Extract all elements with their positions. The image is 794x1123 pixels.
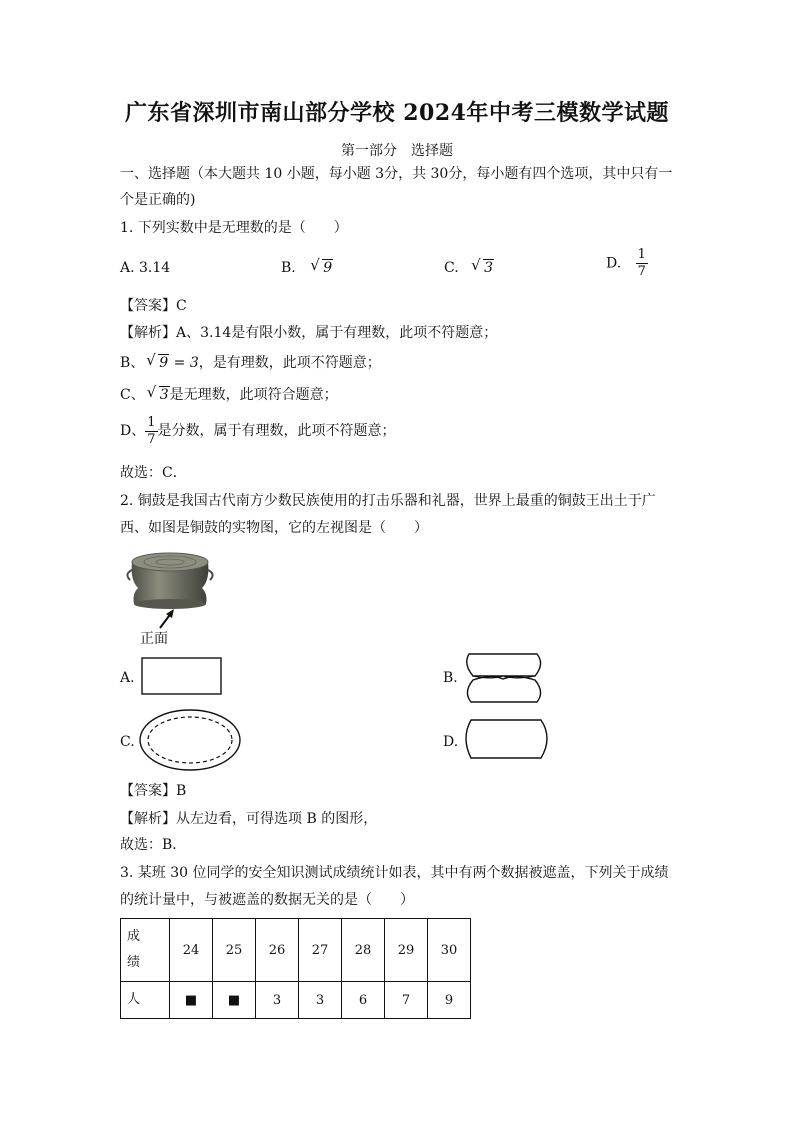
section-instructions-line1: 一、选择题（本大题共 10 小题，每小题 3分，共 30分，每小题有四个选项，其中只有一 [120, 166, 673, 182]
table-cell: 24 [170, 919, 213, 982]
fraction [636, 247, 648, 280]
q1-exp-c-radicand: 3 [159, 387, 169, 403]
q1-option-b [281, 258, 333, 278]
table-cell: ■ [170, 982, 213, 1019]
q1-stem: 1. 下列实数中是无理数的是（ ） [120, 220, 348, 236]
table-cell: ■ [213, 982, 256, 1019]
fraction [145, 415, 157, 448]
q2-conclusion: 故选：B． [120, 837, 187, 853]
q1-exp-d-suffix: 是分数，属于有理数，此项不符题意； [157, 423, 396, 439]
q1-option-c-radicand: 3 [484, 260, 494, 276]
q2-explanation: 【解析】从左边看，可得选项 B 的图形， [120, 811, 378, 827]
table-cell: 28 [342, 919, 385, 982]
q1-option-b-radicand: 9 [323, 260, 333, 276]
sqrt-symbol: √ 9 [310, 256, 333, 276]
part-heading: 第一部分 选择题 [341, 143, 453, 159]
q1-exp-b-equation: = 3 [169, 355, 199, 371]
table-cell: 30 [428, 919, 471, 982]
front-view-label: 正面 [140, 631, 168, 647]
q3-stem-line1: 3. 某班 30 位同学的安全知识测试成绩统计如表，其中有两个数据被遮盖，下列关于成绩 [120, 865, 669, 881]
table-cell: 6 [342, 982, 385, 1019]
table-header-cell: 人 [121, 982, 170, 1019]
q1-option-d-denominator: 7 [637, 264, 646, 279]
table-cell: 3 [299, 982, 342, 1019]
q2-answer: 【答案】B [120, 783, 187, 799]
q1-explanation-d [120, 413, 396, 449]
sqrt-symbol: √ 3 [146, 383, 169, 403]
bronze-drum-image [124, 548, 216, 632]
q1-explanation-a: 【解析】A、3.14是有限小数，属于有理数，此项不符题意； [120, 325, 498, 341]
q1-option-a: A. 3.14 [120, 260, 171, 276]
page-title: 广东省深圳市南山部分学校 2024年中考三模数学试题 [125, 100, 669, 126]
q2-stem-line1: 2. 铜鼓是我国古代南方少数民族使用的打击乐器和礼器，世界上最重的铜鼓王出土于广 [120, 493, 656, 509]
sqrt-symbol: √ 3 [471, 256, 494, 276]
table-header-cell: 成 绩 [121, 919, 170, 982]
q2-option-b-label: B. [443, 670, 458, 686]
q1-option-d-label: D. [606, 255, 622, 272]
q2-option-d-label: D. [443, 734, 459, 750]
table-row [121, 982, 471, 1019]
q1-exp-d-prefix: D、 [120, 423, 146, 439]
table-cell: 26 [256, 919, 299, 982]
q1-explanation-c [120, 385, 338, 405]
q2-option-b-drum-figure [463, 652, 545, 704]
table-cell: 29 [385, 919, 428, 982]
q2-option-d-barrel-figure [463, 718, 551, 760]
q3-stem-line2: 的统计量中，与被遮盖的数据无关的是（ ） [120, 892, 414, 908]
q1-conclusion: 故选：C． [120, 465, 187, 481]
q1-exp-b-suffix: ，是有理数，此项不符题意； [198, 355, 381, 371]
q1-exp-b-prefix: B、 [120, 355, 145, 371]
q1-answer: 【答案】C [120, 298, 187, 314]
q2-option-c-label: C. [120, 734, 135, 750]
q1-option-c [444, 258, 494, 278]
sqrt-symbol: √ 9 [146, 351, 169, 371]
section-instructions-line2: 个是正确的) [120, 192, 196, 208]
score-table [120, 918, 471, 1019]
q1-exp-b-radicand: 9 [159, 355, 169, 371]
table-cell: 7 [385, 982, 428, 1019]
table-cell: 3 [256, 982, 299, 1019]
q2-option-a-label: A. [120, 670, 135, 686]
q1-exp-c-prefix: C、 [120, 387, 145, 403]
q2-stem-line2: 西、如图是铜鼓的实物图，它的左视图是（ ） [120, 520, 428, 536]
q2-option-c-ellipse-figure [138, 708, 242, 772]
table-cell: 25 [213, 919, 256, 982]
q1-explanation-b [120, 353, 381, 373]
q1-option-b-label: B. [281, 260, 296, 276]
q1-option-d-numerator: 1 [637, 247, 646, 262]
q1-exp-c-suffix: 是无理数，此项符合题意； [169, 387, 338, 403]
q1-exp-d-numerator: 1 [147, 414, 156, 430]
table-row [121, 919, 471, 982]
table-cell: 27 [299, 919, 342, 982]
q1-option-d [606, 247, 648, 280]
q1-exp-d-denominator: 7 [147, 431, 156, 447]
q2-option-a-rectangle-figure [140, 656, 224, 696]
table-cell: 9 [428, 982, 471, 1019]
q1-option-c-label: C. [444, 260, 459, 276]
